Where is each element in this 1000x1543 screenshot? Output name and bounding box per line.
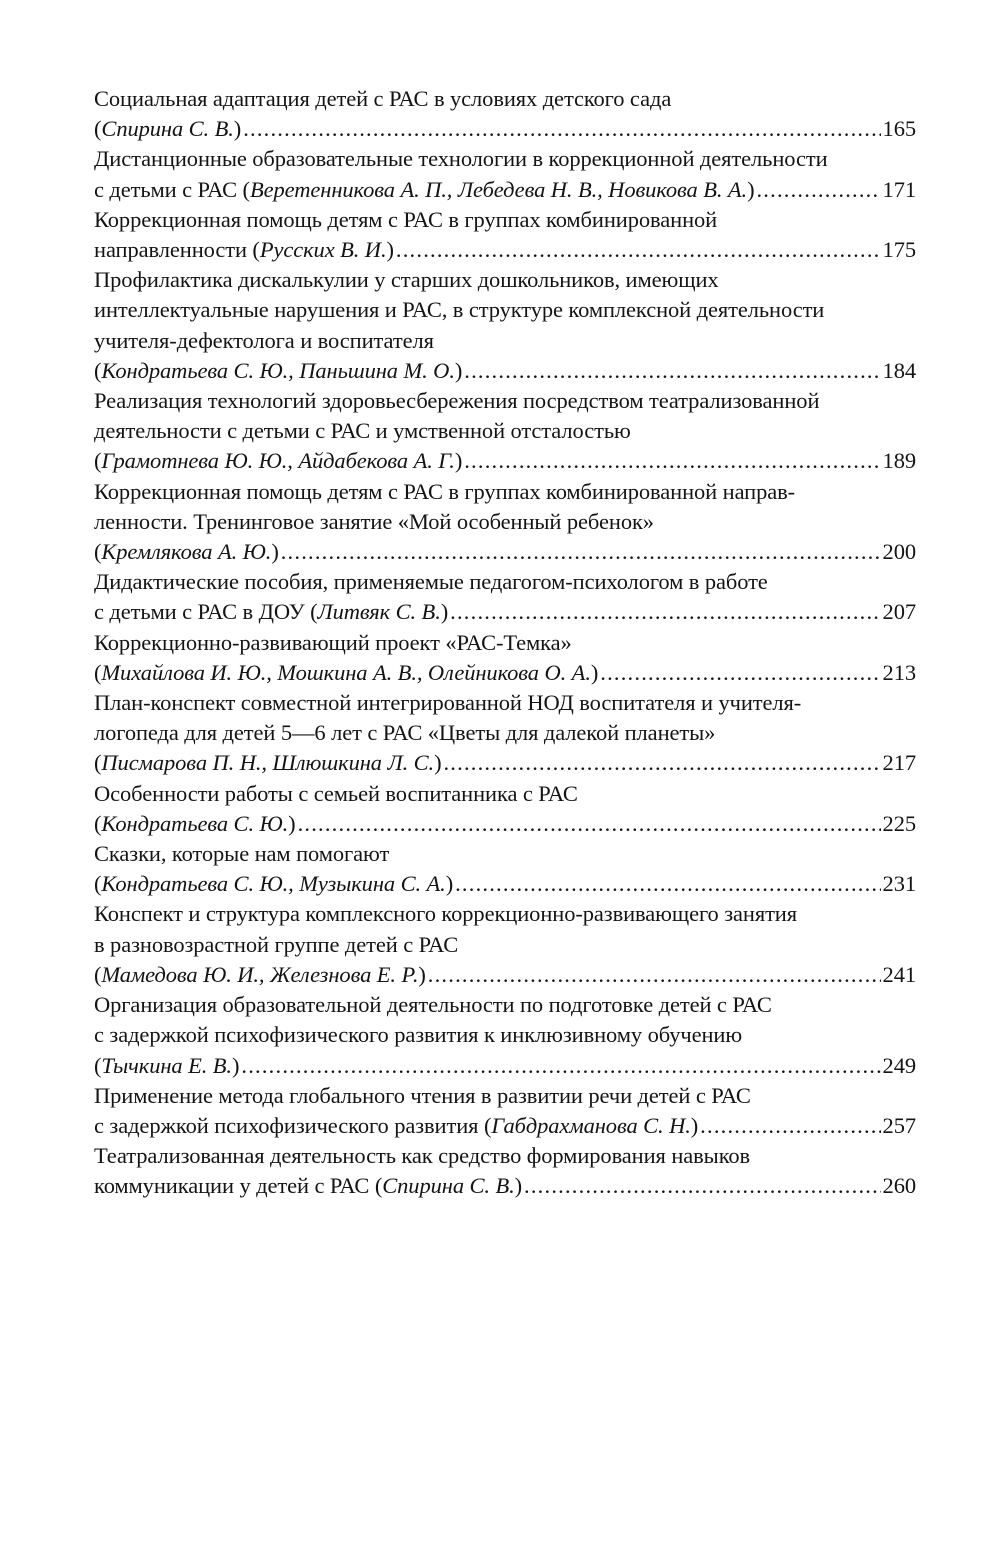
toc-entry-title-tail: ( [94,357,102,383]
toc-entry-authors: Кондратьева С. Ю., Музыкина С. А. [101,871,446,897]
toc-entry-title-line: Театрализованная деятельность как средство формирования навыков [94,1143,751,1169]
toc-entry-authors: Габдрахманова С. Н. [491,1112,691,1138]
toc-entry-title-line: Особенности работы с семьей воспитанника с РАС [94,780,578,806]
toc-entry-title-line: Организация образовательной деятельности по подготовке детей с РАС [94,992,772,1018]
toc-entry-close-paren: ) [590,659,599,685]
toc-entry-close-paren: ) [440,599,449,625]
toc-entry-title-tail: направленности ( [94,237,260,263]
toc-entry [94,386,916,477]
dot-leader [396,235,881,265]
toc-entry-title-tail: ( [94,810,102,836]
toc-entry-page-number: 200 [882,539,916,565]
toc-entry-title-tail: ( [94,750,102,776]
toc-entry [94,839,916,899]
toc-entry-title-line: логопеда для детей 5—6 лет с РАС «Цветы для далекой планеты» [94,720,716,746]
toc-entry-title-tail: ( [94,1052,102,1078]
toc-entry [94,144,916,204]
toc-entry-authors: Кондратьева С. Ю., Паньшина М. О. [101,357,455,383]
dot-leader [281,537,881,567]
toc-entry-title-tail: коммуникации у детей с РАС ( [94,1173,383,1199]
dot-leader [524,1171,881,1201]
toc-entry-title-line: учителя-дефектолога и воспитателя [94,327,434,353]
toc-entry-last-line [94,175,916,205]
toc-entry-authors: Тычкина Е. В. [101,1052,232,1078]
toc-entry-close-paren: ) [418,961,426,987]
toc-entry-close-paren: ) [445,871,454,897]
toc-entry-authors: Литвяк С. В. [317,599,441,625]
toc-entry-title-line: деятельности с детьми с РАС и умственной отсталостью [94,418,631,444]
toc-entry-title-line: Дидактические пособия, применяемые педагогом-психологом в работе [94,569,768,595]
toc-entry-title-line: Реализация технологий здоровьесбережения посредством театрализованной [94,388,820,414]
toc-entry-title-tail: с детьми с РАС ( [94,176,250,202]
dot-leader [428,960,881,990]
toc-entry-last-line [94,869,916,899]
toc-entry-page-number: 165 [882,116,916,142]
dot-leader [243,114,880,144]
toc-entry-close-paren: ) [434,750,442,776]
toc-entry-last-line [94,114,916,144]
dot-leader [600,658,880,688]
toc-entry [94,990,916,1081]
toc-entry-title-tail: с детьми с РАС в ДОУ ( [94,599,318,625]
toc-entry-title-tail: ( [94,659,102,685]
toc-entry [94,567,916,627]
toc-entry-close-paren: ) [690,1112,699,1138]
toc-entry-close-paren: ) [514,1173,523,1199]
toc-entry-close-paren: ) [233,116,242,142]
toc-entry-title-line: План-конспект совместной интегрированной НОД воспитателя и учителя- [94,690,802,716]
toc-entry-page-number: 225 [882,810,916,836]
toc-entry-title-line: Дистанционные образовательные технологии в коррекционной деятельности [94,146,828,172]
toc-entry-page-number: 207 [882,599,916,625]
toc-entry-close-paren: ) [454,357,463,383]
toc-entry-title-tail: ( [94,448,102,474]
toc-entry-authors: Веретенникова А. П., Лебедева Н. В., Новикова В. А. [249,176,748,202]
toc-entry-title-line: Коррекционная помощь детям с РАС в группах комбинированной направ- [94,478,796,504]
dot-leader [450,597,880,627]
toc-entry-title-tail: ( [94,539,102,565]
toc-entry-page-number: 175 [882,237,916,263]
toc-entry-page-number: 257 [882,1112,916,1138]
toc-entry-authors: Грамотнева Ю. Ю., Айдабекова А. Г. [101,448,455,474]
toc-entry [94,779,916,839]
toc-entry [94,205,916,265]
toc-entry-authors: Спирина С. В. [101,116,234,142]
toc-entry-title-tail: ( [94,116,102,142]
toc-entry-page-number: 171 [882,176,916,202]
toc-entry-last-line [94,1171,916,1201]
dot-leader [700,1111,880,1141]
toc-entry-page-number: 184 [882,357,916,383]
toc-entry [94,628,916,688]
toc-entry-close-paren: ) [747,176,755,202]
toc-entry-title-line: Социальная адаптация детей с РАС в условиях детского сада [94,86,672,111]
toc-entry-page-number: 231 [882,871,916,897]
toc-entry [94,1141,916,1201]
toc-entry-title-line: ленности. Тренинговое занятие «Мой особенный ребенок» [94,508,654,534]
toc-entry-authors: Спирина С. В. [382,1173,515,1199]
toc-entry-last-line [94,960,916,990]
toc-entry-title-tail: ( [94,961,102,987]
toc-entry-close-paren: ) [288,810,296,836]
toc-entry-page-number: 241 [882,961,916,987]
toc-entry-last-line [94,1111,916,1141]
dot-leader [443,748,880,778]
toc-entry-title-line: Коррекционно-развивающий проект «РАС-Темка» [94,629,572,655]
dot-leader [464,446,880,476]
toc-entry-last-line [94,597,916,627]
toc-entry-page-number: 249 [882,1052,916,1078]
toc-entry-close-paren: ) [386,237,394,263]
toc-entry-authors: Русских В. И. [259,237,387,263]
toc-entry-last-line [94,809,916,839]
toc-entry-last-line [94,356,916,386]
dot-leader [756,175,880,205]
dot-leader [241,1051,880,1081]
toc-entry-title-line: Конспект и структура комплексного коррекционно-развивающего занятия [94,901,797,927]
toc-entry-page-number: 189 [882,448,916,474]
toc-entry-title-line: в разновозрастной группе детей с РАС [94,931,459,957]
toc-entry-last-line [94,658,916,688]
toc-entry-close-paren: ) [231,1052,240,1078]
toc-entry-close-paren: ) [271,539,279,565]
table-of-contents [94,84,916,1202]
toc-entry-last-line [94,446,916,476]
dot-leader [455,869,880,899]
toc-entry-title-line: интеллектуальные нарушения и РАС, в структуре комплексной деятельности [94,297,825,323]
toc-entry-last-line [94,537,916,567]
toc-entry-last-line [94,235,916,265]
toc-entry-authors: Писмарова П. Н., Шлюшкина Л. С. [101,750,435,776]
toc-entry-title-line: с задержкой психофизического развития к инклюзивному обучению [94,1022,743,1048]
toc-entry-page-number: 213 [882,659,916,685]
dot-leader [464,356,880,386]
toc-entry [94,84,916,144]
toc-entry-title-line: Профилактика дискалькулии у старших дошкольников, имеющих [94,267,719,293]
toc-entry-close-paren: ) [454,448,463,474]
toc-entry-authors: Михайлова И. Ю., Мошкина А. В., Олейникова О. А. [101,659,591,685]
toc-entry-title-line: Сказки, которые нам помогают [94,841,390,867]
dot-leader [298,809,881,839]
toc-entry-authors: Кремлякова А. Ю. [101,539,272,565]
toc-entry [94,1081,916,1141]
toc-entry-authors: Мамедова Ю. И., Железнова Е. Р. [101,961,419,987]
toc-entry [94,899,916,990]
toc-entry-authors: Кондратьева С. Ю. [101,810,289,836]
toc-entry [94,688,916,779]
toc-entry [94,265,916,386]
toc-entry-title-tail: ( [94,871,102,897]
toc-entry-page-number: 260 [882,1173,916,1199]
toc-entry-title-line: Коррекционная помощь детям с РАС в группах комбинированной [94,206,718,232]
toc-entry [94,477,916,568]
toc-entry-page-number: 217 [882,750,916,776]
toc-entry-last-line [94,1051,916,1081]
toc-entry-last-line [94,748,916,778]
toc-entry-title-tail: с задержкой психофизического развития ( [94,1112,492,1138]
toc-entry-title-line: Применение метода глобального чтения в развитии речи детей с РАС [94,1082,751,1108]
